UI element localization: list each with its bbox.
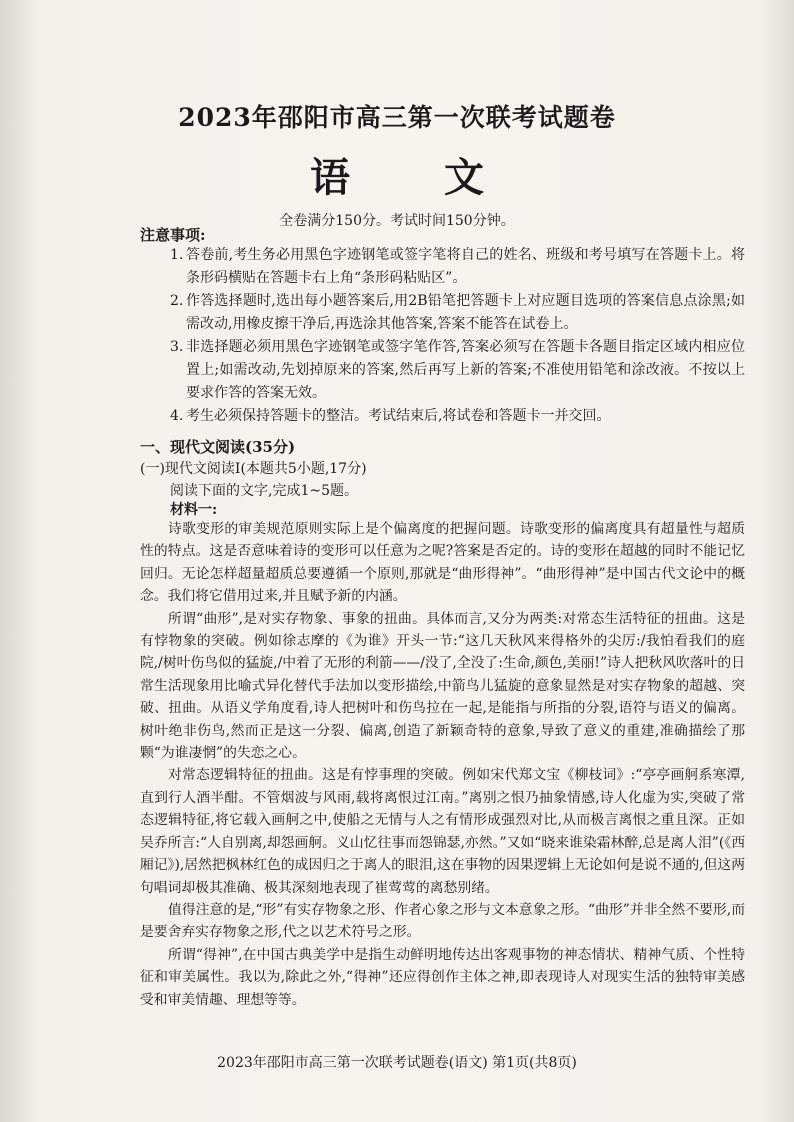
passage-paragraph: 诗歌变形的审美规范原则实际上是个偏离度的把握问题。诗歌变形的偏离度具有超量性与超质性的特点。这是否意味着诗的变形可以任意为之呢?答案是否定的。诗的变形在超越的同时不能记忆回归。无论怎样超量超质总要遵循一个原则,那就是“曲形得神”。“曲形得神”是中国古代文论中的概念。我们将它借用过来,并且赋予新的内涵。: [140, 521, 745, 605]
passage-paragraph: 所谓“曲形”,是对实存物象、事象的扭曲。具体而言,又分为两类:对常态生活特征的扭曲。这是有悖物象的突破。例如徐志摩的《为谁》开头一节:“这几天秋风来得格外的尖厉:/我怕看我们的庭院,/树叶伤鸟似的猛旋,/中着了无形的利箭——/没了,全没了:生命,颜色,美丽!”诗人把秋风吹落叶的日常生活现象用比喻式异化替代手法加以变形描绘,中箭鸟儿猛旋的意象显然是对实存物象的超越、突破、扭曲。从语义学角度看,诗人把树叶和伤鸟拉在一起,是能指与所指的分裂,语符与语义的偏离。树叶绝非伤鸟,然而正是这一分裂、偏离,创造了新颖奇特的意象,导致了意义的重建,准确描绘了那颗“为谁凄惘”的失恋之心。: [140, 610, 745, 762]
passage-paragraph: 对常态逻辑特征的扭曲。这是有悖事理的突破。例如宋代郑文宝《柳枝词》:“亭亭画舸系寒潭,直到行人酒半酣。不管烟波与风雨,载将离恨过江南。”离别之恨乃抽象情感,诗人化虚为实,突破了常态逻辑特征,将它载入画舸之中,使船之无情与人之有情形成强烈对比,从而极言离恨之重且深。正如吴乔所言:“人自别离,却怨画舸。义山忆往事而怨锦瑟,亦然。”又如“晓来谁染霜林醉,总是离人泪”(《西厢记》),居然把枫林红色的成因归之于离人的眼泪,这在事物的因果逻辑上无论如何是说不通的,但这两句唱词却极其准确、极其深刻地表现了崔莺莺的离愁别绪。: [140, 767, 745, 896]
note-text: 非选择题必须用黑色字迹钢笔或签字笔作答,答案必须写在答题卡各题目指定区域内相应位置上;如需改动,先划掉原来的答案,然后再写上新的答案;不准使用铅笔和涂改液。不按以上要求作答的答案无效。: [186, 339, 745, 401]
note-number: 3.: [170, 339, 184, 355]
note-number: 4.: [170, 408, 184, 424]
page-footer: 2023年邵阳市高三第一次联考试题卷(语文) 第1页(共8页): [217, 1055, 577, 1071]
section-title: 一、现代文阅读(35分): [140, 438, 296, 456]
note-item: [170, 405, 745, 428]
section-subtitle: (一)现代文阅读Ⅰ(本题共5小题,17分): [140, 461, 367, 477]
note-text: 作答选择题时,选出每小题答案后,用2B铅笔把答题卡上对应题目选项的答案信息点涂黑;如需改动,用橡皮擦干净后,再选涂其他答案,答案不能答在试卷上。: [186, 293, 745, 332]
score-line: 全卷满分150分。考试时间150分钟。: [279, 213, 515, 229]
subject-title: 语 文: [310, 154, 524, 201]
note-number: 1.: [170, 247, 184, 263]
note-number: 2.: [170, 293, 184, 309]
note-item: [170, 244, 745, 290]
passage-body: [140, 518, 745, 1011]
notes-list: [170, 244, 745, 428]
section-instruction: 阅读下面的文字,完成1~5题。: [170, 483, 358, 499]
exam-title: 2023年邵阳市高三第一次联考试题卷: [178, 103, 616, 132]
passage-paragraph: 所谓“得神”,在中国古典美学中是指生动鲜明地传达出客观事物的神态情状、精神气质、个性特征和审美属性。我以为,除此之外,“得神”还应得创作主体之神,即表现诗人对现实生活的独特审美感受和审美情趣、理想等等。: [140, 946, 745, 1008]
material-label: 材料一:: [170, 502, 218, 518]
passage-paragraph: 值得注意的是,“形”有实存物象之形、作者心象之形与文本意象之形。“曲形”并非全然不要形,而是要舍弃实存物象之形,代之以艺术符号之形。: [140, 901, 745, 941]
notes-title: 注意事项:: [140, 226, 206, 244]
note-text: 答卷前,考生务必用黑色字迹钢笔或签字笔将自己的姓名、班级和考号填写在答题卡上。将条形码横贴在答题卡右上角“条形码粘贴区”。: [186, 247, 745, 286]
note-text: 考生必须保持答题卡的整洁。考试结束后,将试卷和答题卡一并交回。: [186, 408, 611, 424]
note-item: [170, 336, 745, 405]
note-item: [170, 290, 745, 336]
